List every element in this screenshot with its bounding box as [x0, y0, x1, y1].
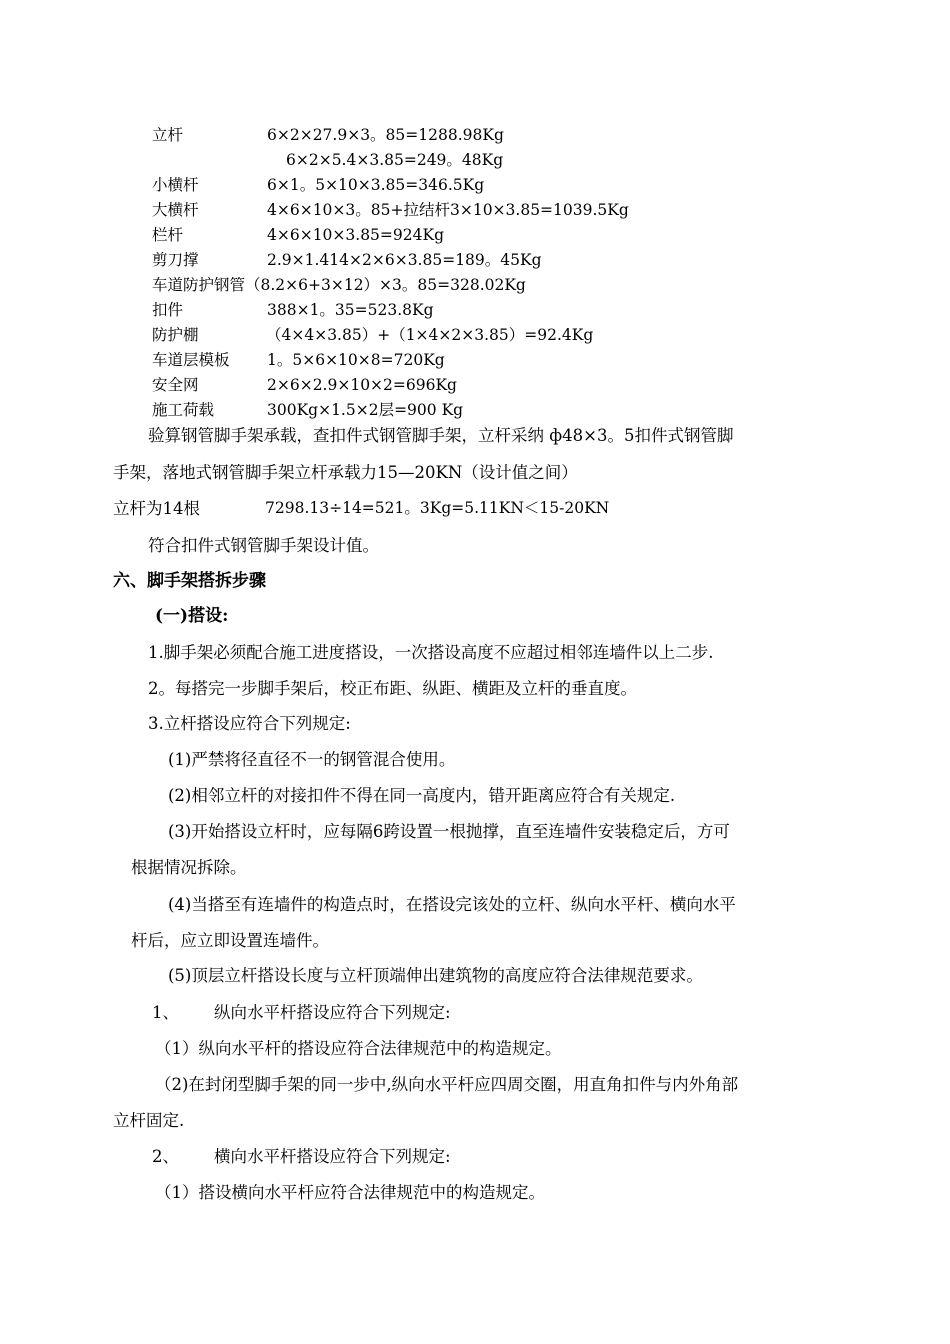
step-1: 1.脚手架必须配合施工进度搭设，一次搭设高度不应超过相邻连墙件以上二步. — [148, 643, 714, 662]
verify-result-formula: 7298.13÷14=521。3Kg=5.11KN＜15-20KN — [265, 499, 610, 517]
step-4-number: 1、 — [152, 1003, 179, 1022]
material-name: 立杆 — [152, 126, 184, 144]
material-formula: 6×2×27.9×3。85=1288.98Kg — [267, 126, 504, 144]
material-formula: （4×4×3.85）+（1×4×2×3.85）=92.4Kg — [266, 326, 594, 344]
material-weight-row — [152, 178, 852, 198]
material-weight-row — [152, 128, 852, 148]
material-formula: 6×2×5.4×3.85=249。48Kg — [286, 151, 504, 169]
material-formula: 2.9×1.414×2×6×3.85=189。45Kg — [267, 251, 542, 269]
material-formula: 2×6×2.9×10×2=696Kg — [267, 376, 457, 394]
material-formula: 4×6×10×3。85+拉结杆3×10×3.85=1039.5Kg — [267, 201, 629, 219]
step-4-rule-2-line-2: 立杆固定. — [113, 1111, 185, 1130]
material-weight-row — [152, 403, 852, 423]
material-weight-row — [152, 378, 852, 398]
step-3-rule-5: (5)顶层立杆搭设长度与立杆顶端伸出建筑物的高度应符合法律规范要求。 — [168, 966, 703, 985]
step-4-rule-2-line-1: （2)在封闭型脚手架的同一步中,纵向水平杆应四周交圈，用直角扣件与内外角部 — [155, 1075, 739, 1094]
material-formula: 388×1。35=523.8Kg — [267, 301, 434, 319]
material-weight-row — [152, 153, 852, 173]
material-formula: 1。5×6×10×8=720Kg — [267, 351, 445, 369]
material-name: 防护棚 — [152, 326, 199, 344]
step-3-rule-1: (1)严禁将径直径不一的钢管混合使用。 — [168, 750, 456, 769]
step-4-title: 纵向水平杆搭设应符合下列规定: — [214, 1003, 451, 1022]
verify-paragraph-line-1: 验算钢管脚手架承载，查扣件式钢管脚手架，立杆采纳 ф48×3。5扣件式钢管脚 — [148, 426, 734, 445]
step-3-rule-4-line-1: (4)当搭至有连墙件的构造点时，在搭设完该处的立杆、纵向水平杆、横向水平 — [168, 895, 736, 914]
step-3-rule-2: (2)相邻立杆的对接扣件不得在同一高度内，错开距离应符合有关规定. — [168, 786, 676, 805]
material-formula: 4×6×10×3.85=924Kg — [267, 226, 444, 244]
step-5-title: 横向水平杆搭设应符合下列规定: — [214, 1147, 451, 1166]
material-name: 施工荷载 — [152, 401, 215, 419]
material-weight-row — [152, 303, 852, 323]
verify-result-label: 立杆为14根 — [113, 499, 200, 518]
step-5-rule-1: （1）搭设横向水平杆应符合法律规范中的构造规定。 — [155, 1183, 545, 1202]
verify-conclusion: 符合扣件式钢管脚手架设计值。 — [148, 536, 379, 555]
material-name: 栏杆 — [152, 226, 184, 244]
material-name: 车道防护钢管（8.2×6+3×12）×3。85=328.02Kg — [152, 276, 526, 294]
step-3-rule-3-line-1: (3)开始搭设立杆时，应每隔6跨设置一根抛撑，直至连墙件安装稳定后，方可 — [168, 822, 730, 841]
material-name: 剪刀撑 — [152, 251, 199, 269]
material-weight-row — [152, 228, 852, 248]
material-weight-row — [152, 203, 852, 223]
step-3-rule-3-line-2: 根据情况拆除。 — [131, 858, 247, 877]
step-4-rule-1: （1）纵向水平杆的搭设应符合法律规范中的构造规定。 — [155, 1039, 562, 1058]
material-weight-row — [152, 353, 852, 373]
material-weight-row — [152, 328, 852, 348]
material-name: 大横杆 — [152, 201, 199, 219]
material-name: 小横杆 — [152, 176, 199, 194]
subsection-heading: (一)搭设: — [155, 606, 229, 626]
step-5-number: 2、 — [152, 1147, 179, 1166]
material-formula: 300Kg×1.5×2层=900 Kg — [267, 401, 464, 419]
verify-paragraph-line-2: 手架，落地式钢管脚手架立杆承载力15—20KN（设计值之间） — [113, 463, 578, 482]
material-weight-row — [152, 278, 852, 298]
step-2: 2。每搭完一步脚手架后，校正布距、纵距、横距及立杆的垂直度。 — [148, 679, 637, 698]
material-name: 扣件 — [152, 301, 184, 319]
material-name: 车道层模板 — [152, 351, 230, 369]
material-weight-row — [152, 253, 852, 273]
step-3: 3.立杆搭设应符合下列规定: — [148, 714, 351, 733]
step-3-rule-4-line-2: 杆后，应立即设置连墙件。 — [131, 931, 329, 950]
material-name: 安全网 — [152, 376, 199, 394]
section-heading: 六、脚手架搭拆步骤 — [113, 571, 266, 591]
material-formula: 6×1。5×10×3.85=346.5Kg — [267, 176, 485, 194]
